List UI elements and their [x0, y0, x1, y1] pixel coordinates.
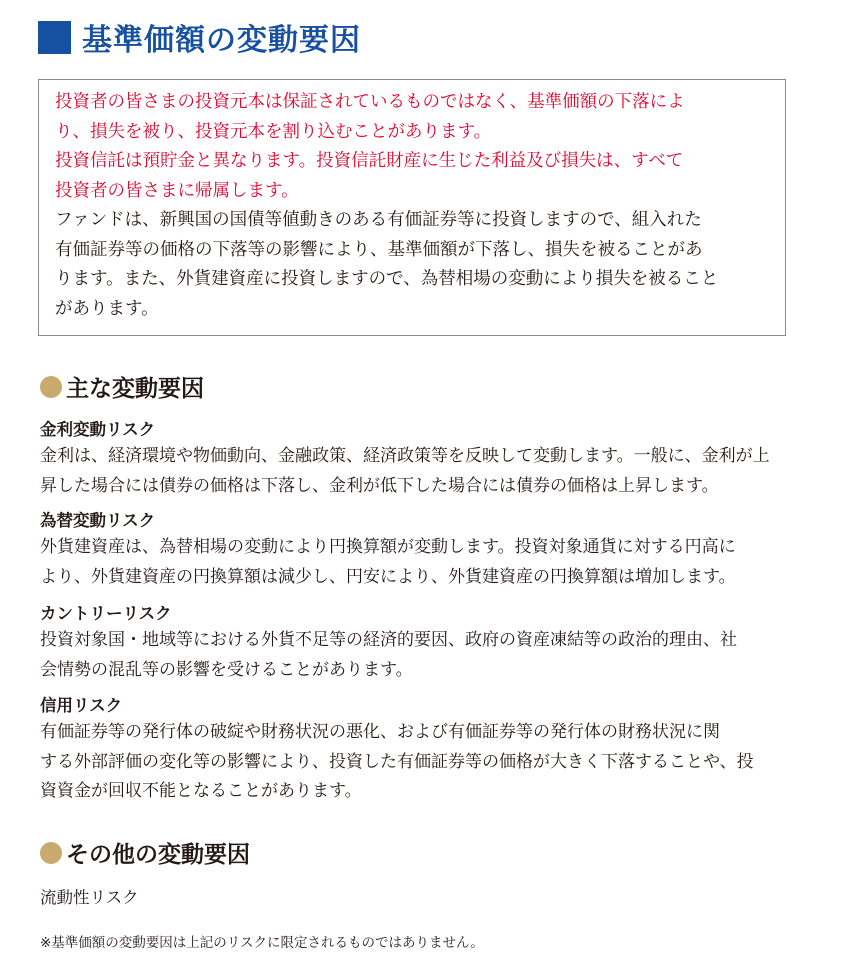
risk-text-line: 有価証券等の発行体の破綻や財務状況の悪化、および有価証券等の発行体の財務状況に関: [40, 722, 720, 742]
risk-text-line: 金利は、経済環境や物価動向、金融政策、経済政策等を反映して変動します。一般に、金利が上: [40, 446, 770, 466]
main-factors-heading: [40, 370, 204, 403]
notice-red-line: 投資信託は預貯金と異なります。投資信託財産に生じた利益及び損失は、すべて: [55, 151, 684, 171]
bullet-dot-icon: [40, 376, 62, 398]
title-square-icon: [38, 21, 71, 54]
risk-title: カントリーリスク: [40, 604, 172, 623]
risk-country: [40, 602, 800, 685]
notice-box: [38, 79, 786, 336]
notice-red-line: 投資者の皆さまに帰属します。: [55, 180, 299, 201]
risk-text-line: する外部評価の変化等の影響により、投資した有価証券等の価格が大きく下落することや、投: [40, 751, 754, 772]
risk-interest-rate: [40, 418, 800, 501]
notice-red-line: 投資者の皆さまの投資元本は保証されているものではなく、基準価額の下落によ: [55, 92, 685, 112]
notice-dark-line: 有価証券等の価格の下落等の影響により、基準価額が下落し、損失を被ることがあ: [55, 239, 703, 260]
notice-dark-line: ります。また、外貨建資産に投資しますので、為替相場の変動により損失を被ること: [55, 269, 719, 289]
bullet-dot-icon: [40, 842, 62, 864]
risk-text-line: 投資対象国・地域等における外貨不足等の経済的要因、政府の資産凍結等の政治的理由、社: [40, 630, 737, 650]
footnote: ※基準価額の変動要因は上記のリスクに限定されるものではありません。: [40, 935, 484, 951]
page-title-text: 基準価額の変動要因: [82, 23, 361, 58]
notice-dark-line: ファンドは、新興国の国債等値動きのある有価証券等に投資しますので、組入れた: [55, 210, 702, 230]
notice-dark-line: があります。: [55, 298, 159, 319]
risk-credit: [40, 694, 800, 807]
risk-text-line: 資資金が回収不能となることがあります。: [40, 781, 362, 801]
other-factors-heading: [40, 836, 250, 869]
main-factors-heading-text: 主な変動要因: [66, 376, 204, 402]
risk-currency: [40, 509, 800, 592]
risk-title: 為替変動リスク: [40, 511, 156, 530]
risk-text-line: 会情勢の混乱等の影響を受けることがあります。: [40, 659, 413, 680]
liquidity-risk-item: 流動性リスク: [40, 888, 139, 907]
notice-red-line: り、損失を被り、投資元本を割り込むことがあります。: [55, 121, 492, 142]
risk-text-line: 外貨建資産は、為替相場の変動により円換算額が変動します。投資対象通貨に対する円高に: [40, 537, 736, 557]
risk-title: 金利変動リスク: [40, 420, 156, 439]
page-title: [38, 14, 361, 60]
risk-text-line: 昇した場合には債券の価格は下落し、金利が低下した場合には債券の価格は上昇します。: [40, 475, 719, 496]
risk-text-line: より、外貨建資産の円換算額は減少し、円安により、外貨建資産の円換算額は増加します。: [40, 566, 736, 587]
risk-title: 信用リスク: [40, 696, 123, 715]
other-factors-heading-text: その他の変動要因: [66, 842, 250, 868]
